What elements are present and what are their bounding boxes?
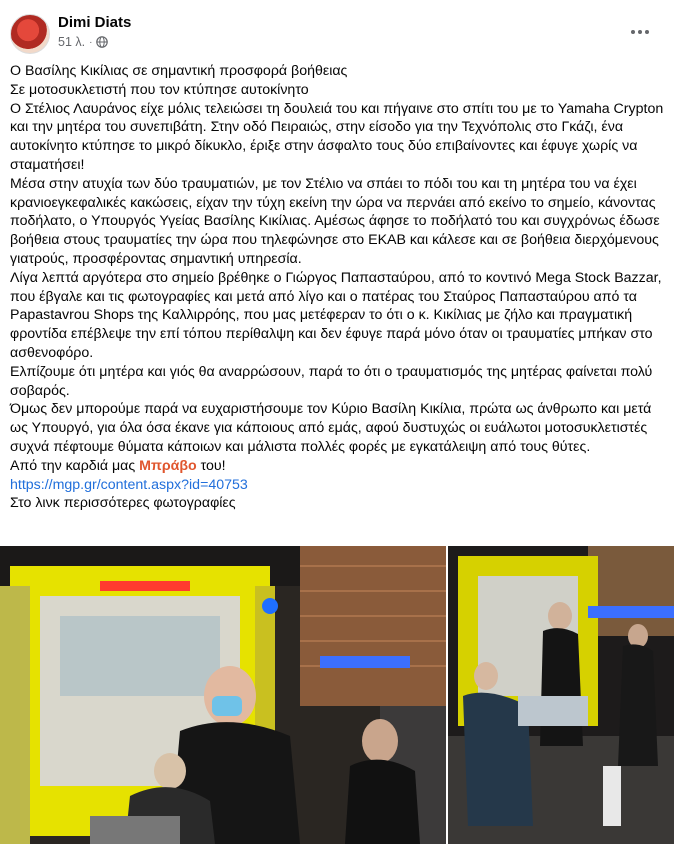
post-meta <box>58 35 108 49</box>
ambulance-photo-main[interactable] <box>0 546 446 844</box>
post-paragraph: Όμως δεν μπορούμε παρά να ευχαριστήσουμε τον Κύριο Βασίλη Κικίλια, πρώτα ως άνθρωπο και μετά ως Υπουργό, για όλα όσα έκανε για κάποιους από εμάς, αφού δυστυχώς οι ευάλωτοι μοτοσυκλετιστές συχνά πέφτουμε θύματα κάποιων και μάλιστα πολλές φορές με εγκατάλειψη από τους θύτες. <box>10 401 656 455</box>
post-line: Σε μοτοσυκλετιστή που τον κτύπησε αυτοκίνητο <box>10 81 309 98</box>
globe-icon[interactable] <box>96 36 108 48</box>
post-header <box>0 0 674 58</box>
closing-prefix: Από την καρδιά μας <box>10 457 140 474</box>
closing-line <box>10 457 666 476</box>
post-paragraph: Μέσα στην ατυχία των δύο τραυματιών, με τον Στέλιο να σπάει το πόδι του και τη μητέρα του να έχει κρανιοεγκεφαλικές κακώσεις, είχαν την τύχη εκείνη την ώρα να περνάει από εκείνο το σημείο, κάνοντας ποδήλατο, ο Υπουργός Υγείας Βασίλης Κικίλιας. Αμέσως άφησε το ποδήλατό του και συγχρόνως έδωσε βοήθεια στους τραυματίες την ώρα που τηλεφώνησε στο ΕΚΑΒ και κάλεσε και σε βοήθεια διερχόμενους γιατρούς, προσφέροντας σημαντική υπηρεσία. <box>10 175 664 267</box>
bravo-highlight: Μπράβο <box>139 457 197 474</box>
more-options-icon[interactable] <box>626 22 654 42</box>
article-link[interactable]: https://mgp.gr/content.aspx?id=40753 <box>10 476 248 493</box>
avatar[interactable] <box>10 14 50 54</box>
closing-suffix: του! <box>196 457 226 474</box>
post-text <box>10 62 666 513</box>
post-paragraph: Ελπίζουμε ότι μητέρα και γιός θα αναρρώσουν, παρά το ότι ο τραυματισμός της μητέρας φαίνεται πολύ σοβαρός. <box>10 363 657 399</box>
separator-dot: · <box>89 36 93 48</box>
post-time[interactable]: 51 λ. <box>58 35 86 49</box>
post-paragraph: Λίγα λεπτά αργότερα στο σημείο βρέθηκε ο Γιώργος Παπασταύρου, από το κοντινό Mega Stock Bazzar, που έβγαλε και τις φωτογραφίες και μετά από λίγο και ο πατέρας του Σταύρος Παπασταύρου από τα Papastavrou Shops της Καλλιρρόης, που μας μετέφεραν το ότι ο κ. Κικίλιας με ζήλο και πραγματική φροντίδα επέβλεψε την επί τόπου περίθαλψη και δεν έφυγε παρά μόνο όταν οι τραυματίες μπήκαν στο ασθενοφόρο. <box>10 269 666 361</box>
ambulance-photo-side[interactable] <box>448 546 674 844</box>
author-name[interactable]: Dimi Diats <box>58 14 132 31</box>
post-line: Ο Βασίλης Κικίλιας σε σημαντική προσφορά βοήθειας <box>10 63 348 79</box>
photo-grid <box>0 546 674 844</box>
more-photos-text: Στο λινκ περισσότερες φωτογραφίες <box>10 495 236 512</box>
post-paragraph: Ο Στέλιος Λαυράνος είχε μόλις τελειώσει τη δουλειά του και πήγαινε στο σπίτι του με το Yamaha Crypton και την μητέρα του συνεπιβάτη. Στην οδό Πειραιώς, στην είσοδο για την Τεχνόπολις στο Γκάζι, ένα αυτοκίνητο κτύπησε το μικρό δίκυκλο, έριξε στην άσφαλτο τους δύο επιβαίνοντες και έφυγε χωρίς να σταματήσει! <box>10 100 668 173</box>
